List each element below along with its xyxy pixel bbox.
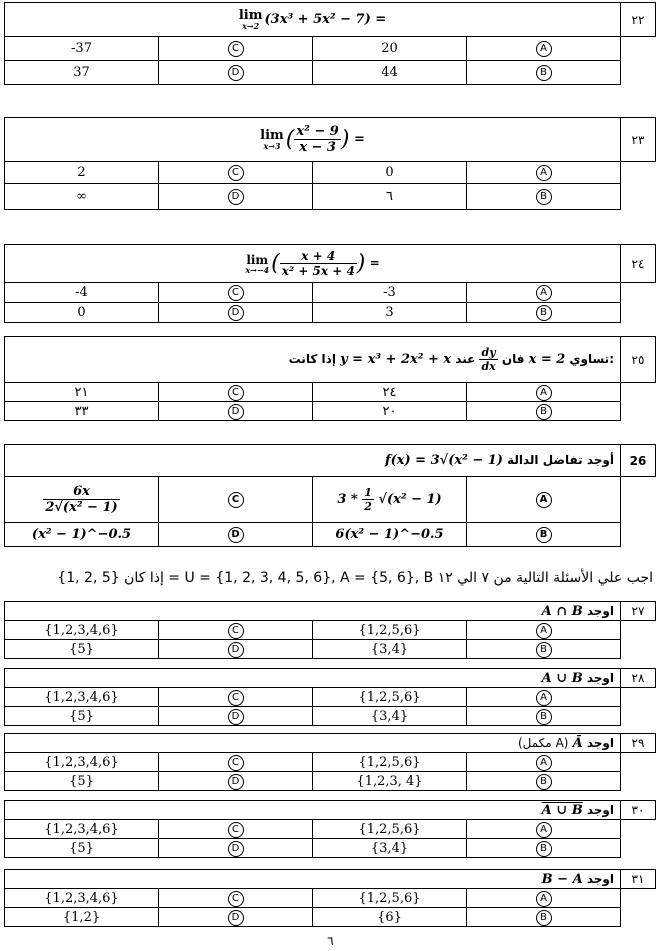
question-24-prompt: lim x→−4 ( $\frac{x + 4}{\text{x² + 5x + 4}}$ ) =: [5, 245, 621, 283]
option-b-marker[interactable]: B: [536, 709, 552, 725]
question-number: ٢٧: [621, 602, 656, 621]
answer-a-value: 0: [313, 162, 467, 184]
answer-a-value: {1,2,5,6}: [313, 621, 467, 640]
option-b-marker[interactable]: B: [536, 305, 552, 321]
option-a-marker[interactable]: A: [536, 623, 552, 639]
option-a-marker[interactable]: A: [536, 41, 552, 57]
answer-a-value: -3: [313, 283, 467, 303]
question-number: ٣١: [621, 870, 656, 889]
question-23: [4, 117, 656, 210]
option-d-marker[interactable]: D: [228, 910, 244, 926]
answer-d-value: {5}: [5, 772, 159, 791]
question-22: [4, 2, 656, 85]
question-30: [4, 800, 656, 858]
answer-b-value: ٢٠: [313, 402, 467, 421]
question-28-prompt: A ∪ B اوجد: [5, 669, 621, 688]
option-d-marker[interactable]: D: [228, 404, 244, 420]
option-c-marker[interactable]: C: [228, 755, 244, 771]
option-a-marker[interactable]: A: [536, 891, 552, 907]
option-b-marker[interactable]: B: [536, 527, 552, 543]
question-number: 26: [621, 445, 656, 477]
option-c-marker[interactable]: C: [228, 690, 244, 706]
question-number: ٢٣: [621, 118, 656, 162]
option-b-marker[interactable]: B: [536, 189, 552, 205]
option-d-marker[interactable]: D: [228, 642, 244, 658]
option-b-marker[interactable]: B: [536, 642, 552, 658]
answer-a-value: 20: [313, 37, 467, 61]
question-29: [4, 733, 656, 791]
question-26: [4, 444, 656, 547]
question-25: [4, 336, 656, 421]
option-d-marker[interactable]: D: [228, 774, 244, 790]
answer-a-value: {1,2,5,6}: [313, 688, 467, 707]
option-b-marker[interactable]: B: [536, 65, 552, 81]
answer-c-value: {1,2,3,4,6}: [5, 621, 159, 640]
question-number: ٢٨: [621, 669, 656, 688]
option-a-marker[interactable]: A: [536, 385, 552, 401]
question-22-prompt: lim x→2 (3x³ + 5x² − 7) =: [5, 3, 621, 37]
option-c-marker[interactable]: C: [228, 492, 244, 508]
option-c-marker[interactable]: C: [228, 385, 244, 401]
answer-b-value: {3,4}: [313, 707, 467, 726]
option-a-marker[interactable]: A: [536, 285, 552, 301]
option-c-marker[interactable]: C: [228, 165, 244, 181]
question-23-prompt: lim x→3 ( $\frac{\text{x² − 9}}{x - 3}$ ) =: [5, 118, 621, 162]
answer-d-value: ٣٣: [5, 402, 159, 421]
section-intro: إذا كان {5 ,2 ,1} = U = {1, 2, 3, 4, 5, 6}, A = {5, 6}, B اجب علي الأسئلة التالية من ٧ الي ١٢: [57, 570, 653, 586]
answer-c-value: {1,2,3,4,6}: [5, 688, 159, 707]
question-30-prompt: A ∪ B اوجد: [5, 801, 621, 820]
question-31: [4, 869, 656, 927]
answer-c-value: {1,2,3,4,6}: [5, 820, 159, 839]
answer-c-value: {1,2,3,4,6}: [5, 753, 159, 772]
option-d-marker[interactable]: D: [228, 305, 244, 321]
option-b-marker[interactable]: B: [536, 774, 552, 790]
question-24: [4, 244, 656, 323]
answer-b-value: 6(x² − 1)^−0.5: [313, 523, 467, 547]
option-a-marker[interactable]: A: [536, 755, 552, 771]
option-c-marker[interactable]: C: [228, 285, 244, 301]
option-b-marker[interactable]: B: [536, 910, 552, 926]
answer-b-value: 3: [313, 303, 467, 323]
option-d-marker[interactable]: D: [228, 527, 244, 543]
option-d-marker[interactable]: D: [228, 189, 244, 205]
question-28: [4, 668, 656, 726]
answer-b-value: {3,4}: [313, 640, 467, 659]
answer-b-value: {3,4}: [313, 839, 467, 858]
answer-c-value: -37: [5, 37, 159, 61]
option-a-marker[interactable]: A: [536, 822, 552, 838]
answer-d-value: 0: [5, 303, 159, 323]
question-number: ٢٥: [621, 337, 656, 383]
question-25-prompt: إذا كانت y = x³ + 2x² + x فان $\frac{dy}{dx}$ عند x = 2 تساوي:: [5, 337, 621, 383]
answer-b-value: {6}: [313, 908, 467, 927]
option-d-marker[interactable]: D: [228, 841, 244, 857]
question-31-prompt: B − A اوجد: [5, 870, 621, 889]
answer-d-value: {5}: [5, 707, 159, 726]
question-number: ٢٤: [621, 245, 656, 283]
answer-d-value: (x² − 1)^−0.5: [5, 523, 159, 547]
answer-a-value: 3 * $\frac{1}{2}$ √(x² − 1): [313, 477, 467, 523]
answer-c-value: ٢١: [5, 383, 159, 402]
option-c-marker[interactable]: C: [228, 41, 244, 57]
question-number: ٣٠: [621, 801, 656, 820]
answer-d-value: {5}: [5, 640, 159, 659]
page-number: ٦: [327, 934, 334, 948]
answer-c-value: {1,2,3,4,6}: [5, 889, 159, 908]
answer-a-value: {1,2,5,6}: [313, 753, 467, 772]
option-d-marker[interactable]: D: [228, 709, 244, 725]
option-b-marker[interactable]: B: [536, 841, 552, 857]
option-a-marker[interactable]: A: [536, 165, 552, 181]
question-26-prompt: f(x) = 3√(x² − 1) أوجد تفاضل الدالة: [5, 445, 621, 477]
option-a-marker[interactable]: A: [536, 690, 552, 706]
option-a-marker[interactable]: A: [536, 492, 552, 508]
answer-c-value: -4: [5, 283, 159, 303]
answer-b-value: 44: [313, 61, 467, 85]
question-number: ٢٩: [621, 734, 656, 753]
question-number: ٢٢: [621, 3, 656, 37]
answer-d-value: 37: [5, 61, 159, 85]
answer-d-value: {5}: [5, 839, 159, 858]
answer-c-value: $\frac{6x}{\text{2√(x² − 1)}}$: [5, 477, 159, 523]
answer-d-value: ∞: [5, 184, 159, 210]
question-29-prompt: (مكمل A) Ā اوجد: [5, 734, 621, 753]
option-d-marker[interactable]: D: [228, 65, 244, 81]
answer-b-value: {1,2,3, 4}: [313, 772, 467, 791]
answer-b-value: ٦: [313, 184, 467, 210]
question-27: [4, 601, 656, 659]
answer-d-value: {1,2}: [5, 908, 159, 927]
answer-a-value: {1,2,5,6}: [313, 889, 467, 908]
option-c-marker[interactable]: C: [228, 891, 244, 907]
answer-c-value: 2: [5, 162, 159, 184]
answer-a-value: ٢٤: [313, 383, 467, 402]
question-27-prompt: A ∩ B اوجد: [5, 602, 621, 621]
option-c-marker[interactable]: C: [228, 623, 244, 639]
option-c-marker[interactable]: C: [228, 822, 244, 838]
answer-a-value: {1,2,5,6}: [313, 820, 467, 839]
option-b-marker[interactable]: B: [536, 404, 552, 420]
